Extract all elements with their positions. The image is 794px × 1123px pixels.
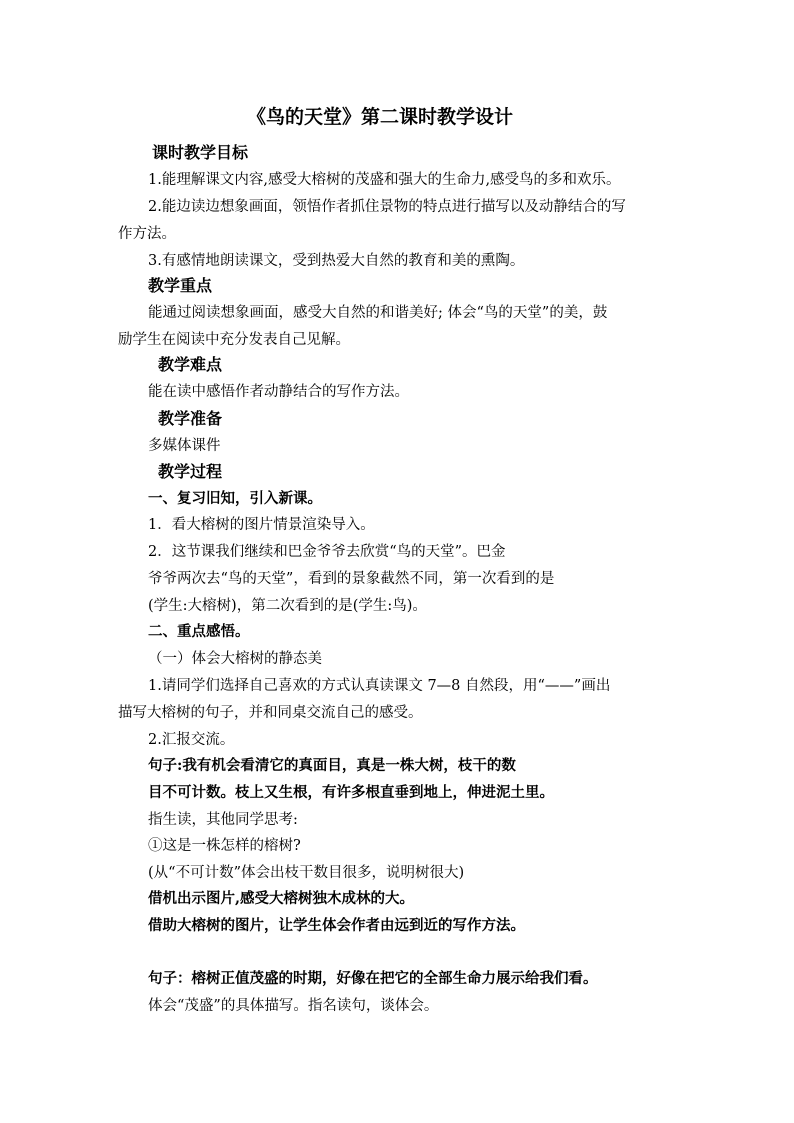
section-heading: 教学难点 [158, 355, 223, 374]
paragraph-line: 1．看大榕树的图片情景渲染导入。 [148, 517, 375, 533]
subsection-heading: 二、重点感悟。 [148, 623, 250, 640]
subsection-heading: 一、复习旧知，引入新课。 [148, 490, 322, 507]
paragraph-line: 指生读，其他同学思考: [148, 812, 298, 828]
paragraph-line: 2．这节课我们继续和巴金爷爷去欣赏“鸟的天堂”。巴金 [148, 544, 506, 560]
section-heading: 教学过程 [158, 462, 223, 481]
paragraph-line: 体会“茂盛”的具体描写。指名读句，谈体会。 [148, 998, 439, 1014]
paragraph-line: 1.请同学们选择自己喜欢的方式认真读课文 7—8 自然段，用“——”画出 [148, 678, 611, 694]
paragraph-line: 能通过阅读想象画面，感受大自然的和谐美好; 体会“鸟的天堂”的美，鼓 [148, 305, 608, 321]
paragraph-line: (学生:大榕树)，第二次看到的是(学生:鸟)。 [148, 598, 427, 614]
section-heading: 课时教学目标 [152, 143, 249, 162]
paragraph-line: (从“不可计数”体会出枝干数目很多，说明树很大) [148, 865, 465, 881]
paragraph-line: 作方法。 [118, 226, 176, 242]
paragraph-line: 能在读中感悟作者动静结合的写作方法。 [148, 384, 409, 400]
quoted-sentence: 目不可计数。枝上又生根，有许多根直垂到地上，伸进泥土里。 [148, 784, 554, 801]
paragraph-line: 1.能理解课文内容,感受大榕树的茂盛和强大的生命力,感受鸟的多和欢乐。 [148, 172, 621, 188]
quoted-sentence: 句子:我有机会看清它的真面目，真是一株大树，枝干的数 [148, 757, 516, 774]
paragraph-line: 多媒体课件 [148, 438, 221, 454]
paragraph-line: 3.有感情地朗读课文，受到热爱大自然的教育和美的熏陶。 [148, 253, 525, 269]
paragraph-line: 励学生在阅读中充分发表自己见解。 [118, 332, 350, 348]
quoted-sentence: 句子：榕树正值茂盛的时期，好像在把它的全部生命力展示给我们看。 [148, 970, 598, 987]
paragraph-line: ①这是一株怎样的榕树? [148, 838, 301, 854]
bold-line: 借助大榕树的图片，让学生体会作者由远到近的写作方法。 [148, 917, 525, 934]
section-heading: 教学准备 [158, 409, 223, 428]
paragraph-line: 爷爷两次去“鸟的天堂”，看到的景象截然不同，第一次看到的是 [148, 571, 555, 587]
paragraph-line: 2.汇报交流。 [148, 732, 235, 748]
paragraph-line: 2.能边读边想象画面，领悟作者抓住景物的特点进行描写以及动静结合的写 [148, 199, 626, 215]
bold-line: 借机出示图片,感受大榕树独木成林的大。 [148, 890, 415, 907]
subsection-heading: （一）体会大榕树的静态美 [148, 651, 322, 667]
section-heading: 教学重点 [148, 276, 213, 295]
document-title: 《鸟的天堂》第二课时教学设计 [247, 106, 514, 128]
paragraph-line: 描写大榕树的句子，并和同桌交流自己的感受。 [118, 705, 423, 721]
